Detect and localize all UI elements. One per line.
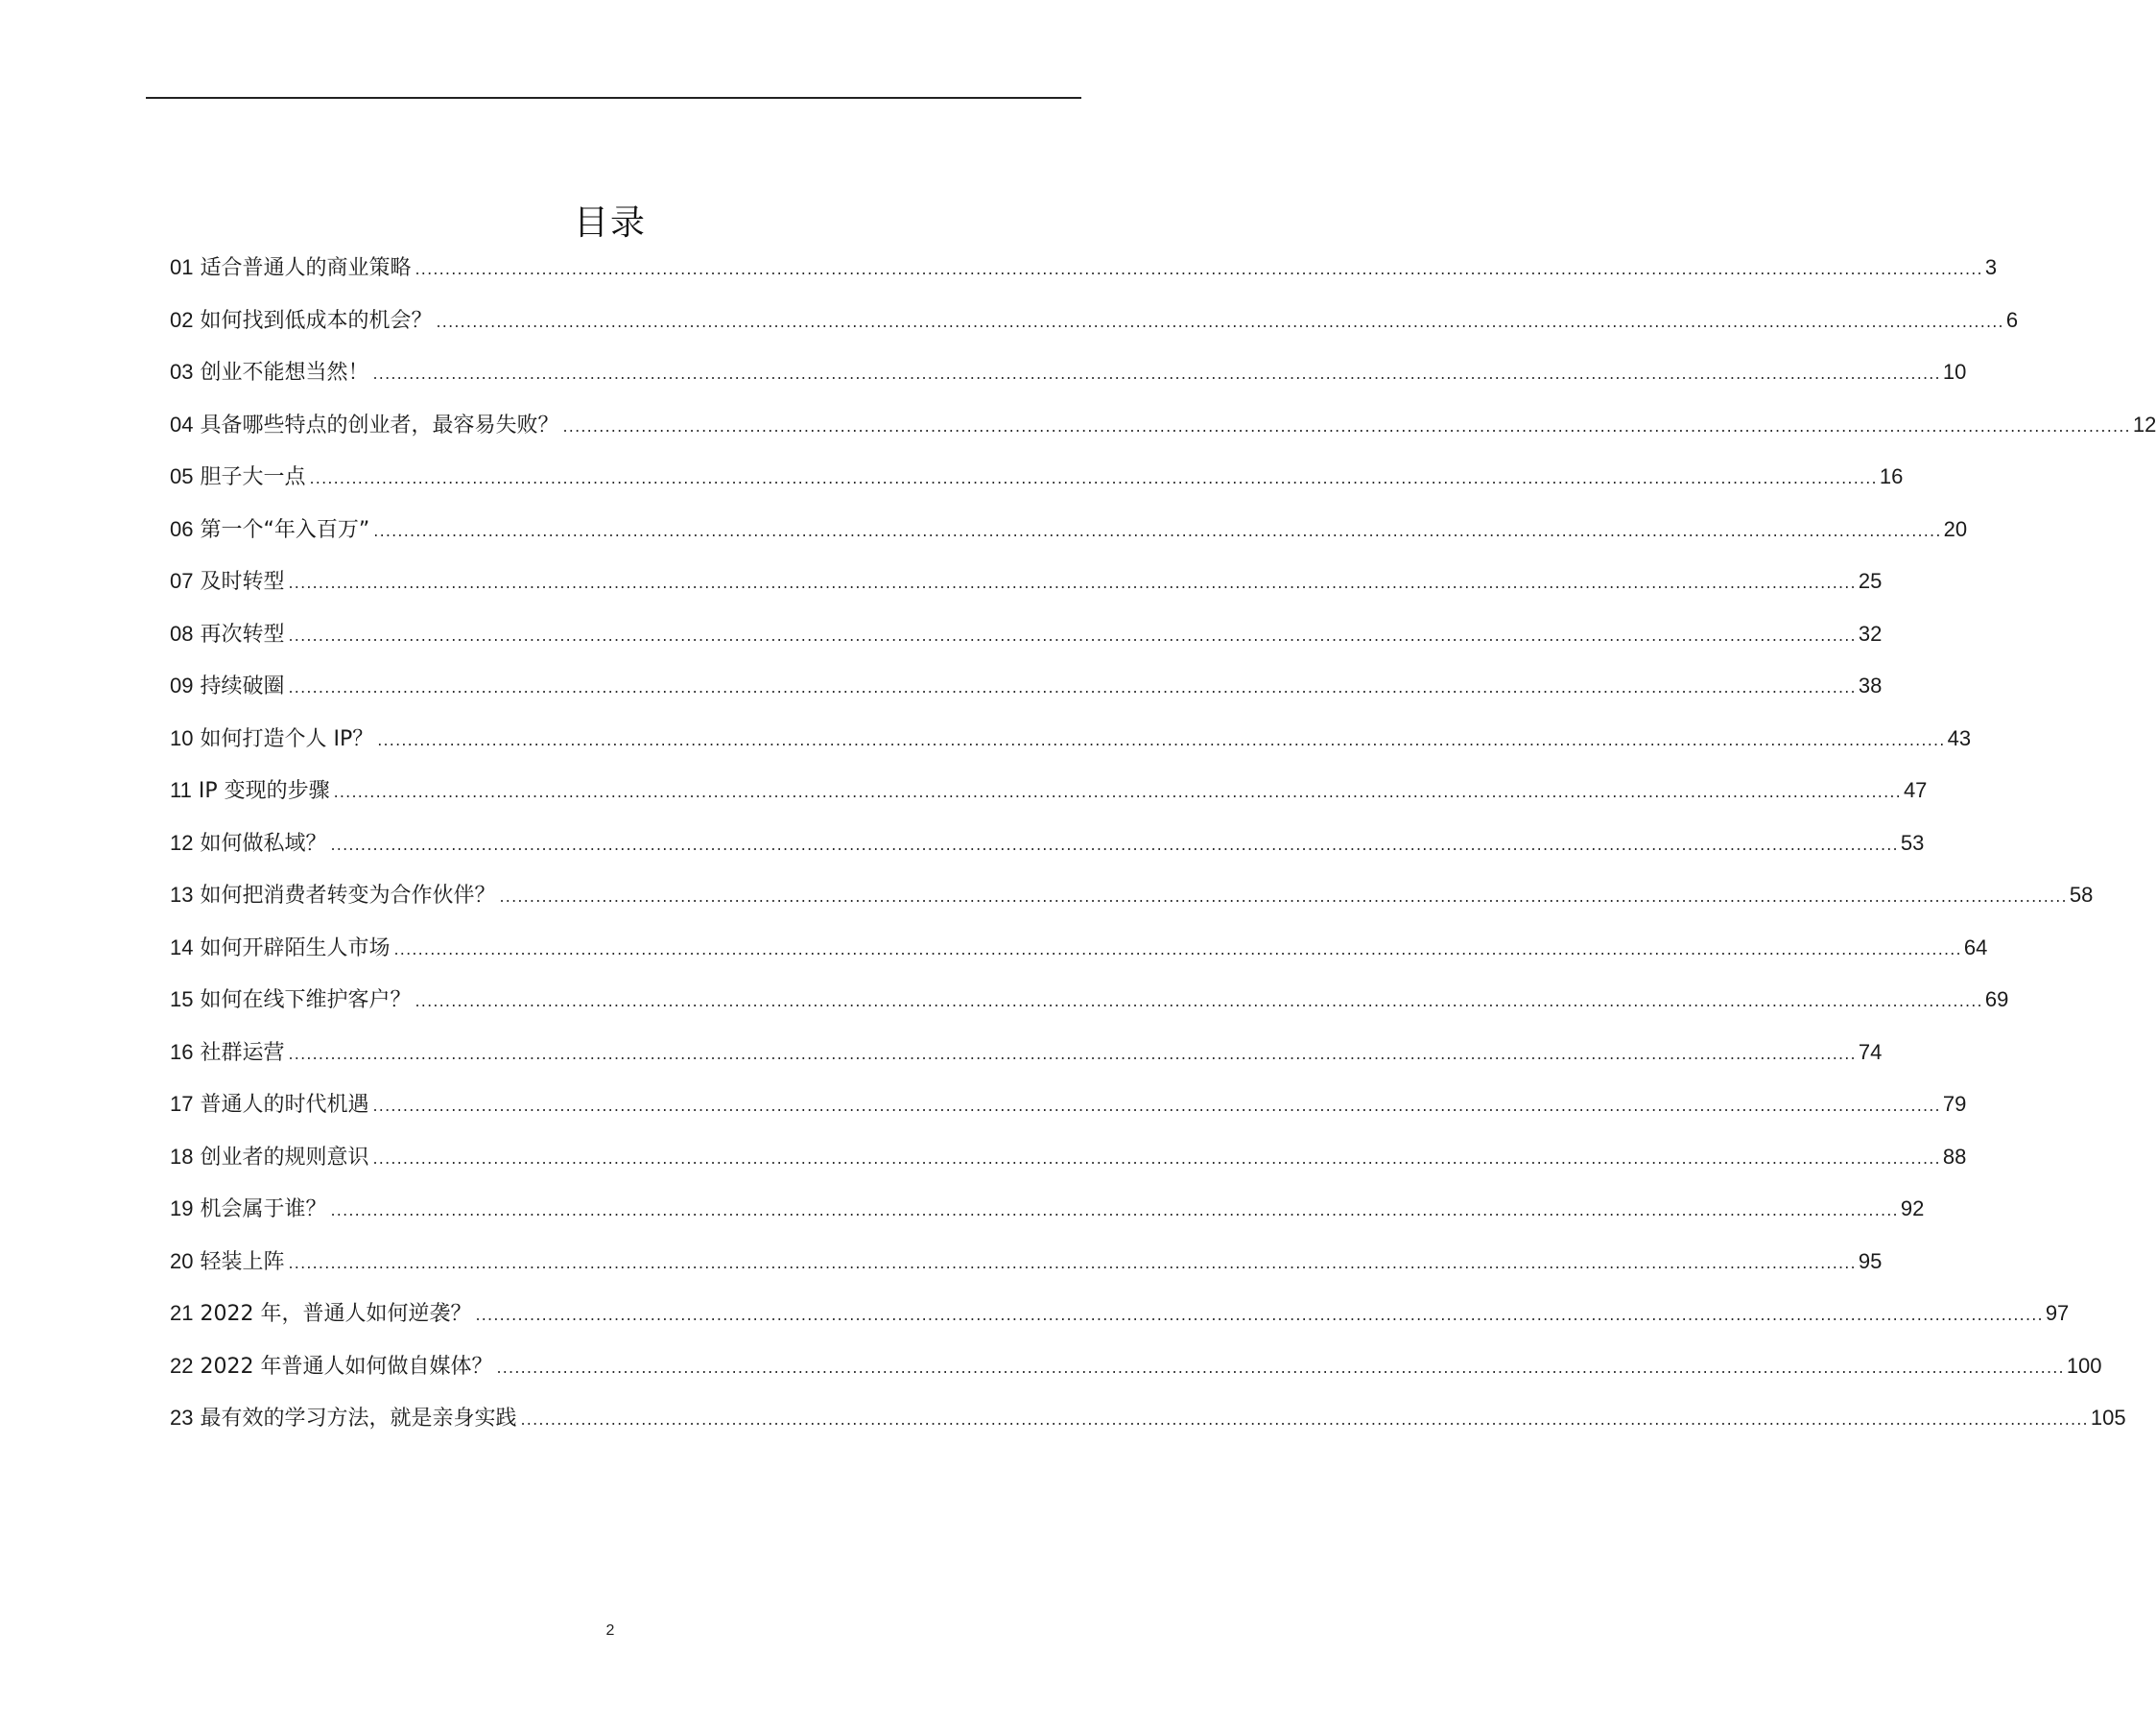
toc-entry-title: 2022 年，普通人如何逆袭？ xyxy=(200,1302,472,1326)
toc-entry[interactable] xyxy=(170,618,1883,671)
toc-dot-leader: .................................................................................................................................................................................................................................................................... xyxy=(330,1201,1899,1219)
toc-entry-page: 16 xyxy=(1879,464,1904,488)
toc-entry-number: 10 xyxy=(170,725,194,750)
toc-entry[interactable] xyxy=(170,722,1972,775)
toc-entry-title: 适合普通人的商业策略 xyxy=(200,256,412,280)
toc-entry-number: 13 xyxy=(170,883,194,907)
toc-entry-number: 09 xyxy=(170,674,194,698)
toc-entry-page: 58 xyxy=(2069,883,2094,907)
toc-entry-number: 14 xyxy=(170,934,194,959)
toc-dot-leader: .................................................................................................................................................................................................................................................................... xyxy=(496,1358,2065,1377)
toc-entry[interactable] xyxy=(170,670,1883,722)
toc-entry-title: 如何在线下维护客户？ xyxy=(200,988,412,1012)
toc-entry[interactable] xyxy=(170,513,1968,566)
toc-entry-number: 02 xyxy=(170,307,194,332)
toc-entry-title: 2022 年普通人如何做自媒体？ xyxy=(200,1354,493,1379)
toc-entry-page: 10 xyxy=(1942,360,1967,384)
toc-entry[interactable] xyxy=(170,1350,2102,1403)
toc-entry-title: 持续破圈 xyxy=(200,674,285,698)
toc-entry[interactable] xyxy=(170,983,2009,1036)
toc-entry[interactable] xyxy=(170,565,1883,618)
toc-entry[interactable] xyxy=(170,461,1904,513)
toc-entry-title: 创业者的规则意识 xyxy=(200,1145,369,1170)
toc-entry-title: 如何把消费者转变为合作伙伴？ xyxy=(200,884,496,908)
toc-entry-page: 88 xyxy=(1942,1144,1967,1169)
toc-entry-number: 03 xyxy=(170,360,194,384)
toc-entry-page: 6 xyxy=(2005,307,2019,332)
toc-dot-leader: .................................................................................................................................................................................................................................................................... xyxy=(288,1253,1857,1272)
toc-entry-title: 如何做私域？ xyxy=(200,831,327,856)
toc-entry[interactable] xyxy=(170,774,1928,827)
header-rule xyxy=(146,97,1081,99)
toc-entry-number: 22 xyxy=(170,1353,194,1378)
toc-entry-number: 05 xyxy=(170,464,194,488)
toc-entry[interactable] xyxy=(170,1402,2126,1455)
toc-entry[interactable] xyxy=(170,827,1925,880)
toc-entry-title: 轻装上阵 xyxy=(200,1249,285,1274)
toc-entry[interactable] xyxy=(170,1036,1883,1089)
toc-dot-leader: .................................................................................................................................................................................................................................................................... xyxy=(520,1410,2089,1429)
toc-entry-page: 25 xyxy=(1858,569,1883,593)
toc-entry[interactable] xyxy=(170,1088,1967,1141)
toc-entry[interactable] xyxy=(170,1297,2070,1350)
toc-entry-page: 47 xyxy=(1903,778,1928,802)
toc-entry-number: 06 xyxy=(170,516,194,541)
toc-dot-leader: .................................................................................................................................................................................................................................................................... xyxy=(415,992,1983,1010)
toc-entry-title: 创业不能想当然！ xyxy=(200,361,369,385)
toc-entry-number: 07 xyxy=(170,569,194,593)
toc-entry-title: IP 变现的步骤 xyxy=(198,779,330,803)
toc-dot-leader: .................................................................................................................................................................................................................................................................... xyxy=(393,939,1962,958)
toc-entry-number: 18 xyxy=(170,1144,194,1169)
toc-entry-title: 第一个“年入百万” xyxy=(200,517,370,542)
toc-entry[interactable] xyxy=(170,879,2094,932)
toc-entry-page: 64 xyxy=(1963,934,1988,959)
toc-entry[interactable] xyxy=(170,409,2156,461)
toc-entry[interactable] xyxy=(170,1141,1967,1194)
toc-entry[interactable] xyxy=(170,1193,1925,1245)
toc-entry-page: 95 xyxy=(1858,1248,1883,1273)
toc-entry-page: 97 xyxy=(2045,1301,2070,1325)
toc-entry-number: 19 xyxy=(170,1196,194,1220)
toc-entry-number: 23 xyxy=(170,1406,194,1430)
toc-entry-number: 04 xyxy=(170,412,194,437)
toc-dot-leader: .................................................................................................................................................................................................................................................................... xyxy=(377,730,1946,749)
toc-entry-page: 38 xyxy=(1858,674,1883,698)
toc-entry-number: 21 xyxy=(170,1301,194,1325)
toc-entry-page: 43 xyxy=(1947,725,1972,750)
toc-entry-page: 69 xyxy=(1984,987,2009,1011)
toc-entry-number: 16 xyxy=(170,1039,194,1064)
toc-dot-leader: .................................................................................................................................................................................................................................................................... xyxy=(372,1148,1941,1168)
toc-dot-leader: .................................................................................................................................................................................................................................................................... xyxy=(372,1097,1941,1115)
toc-entry-title: 胆子大一点 xyxy=(200,465,306,489)
toc-entry-page: 20 xyxy=(1943,516,1968,541)
toc-entry-title: 及时转型 xyxy=(200,570,285,594)
toc-entry-number: 20 xyxy=(170,1248,194,1273)
toc-dot-leader: .................................................................................................................................................................................................................................................................... xyxy=(288,574,1857,592)
toc-entry-page: 53 xyxy=(1900,830,1925,855)
toc-entry-title: 社群运营 xyxy=(200,1040,285,1065)
toc-entry-number: 12 xyxy=(170,830,194,855)
toc-entry-title: 如何开辟陌生人市场 xyxy=(200,935,391,960)
toc-entry-number: 15 xyxy=(170,987,194,1011)
toc-entry-number: 01 xyxy=(170,255,194,279)
toc-entry-title: 普通人的时代机遇 xyxy=(200,1093,369,1117)
toc-dot-leader: .................................................................................................................................................................................................................................................................... xyxy=(333,783,1902,801)
page-number: 2 xyxy=(605,1622,615,1639)
toc-entry-title: 如何打造个人 IP？ xyxy=(200,726,374,751)
toc-entry[interactable] xyxy=(170,1245,1883,1298)
toc-entry-page: 105 xyxy=(2090,1406,2126,1430)
toc-entry-page: 12 xyxy=(2132,412,2156,437)
toc-entry-title: 如何找到低成本的机会？ xyxy=(200,308,433,333)
toc-dot-leader: .................................................................................................................................................................................................................................................................... xyxy=(415,260,1983,278)
toc-entry-number: 11 xyxy=(170,778,192,802)
toc-dot-leader: .................................................................................................................................................................................................................................................................... xyxy=(288,678,1857,697)
toc-dot-leader: .................................................................................................................................................................................................................................................................... xyxy=(288,626,1857,645)
toc-entry[interactable] xyxy=(170,356,1967,409)
toc-entry-page: 74 xyxy=(1858,1039,1883,1064)
toc-entry-title: 最有效的学习方法，就是亲身实践 xyxy=(200,1407,517,1431)
toc-entry-number: 08 xyxy=(170,621,194,646)
toc-dot-leader: .................................................................................................................................................................................................................................................................... xyxy=(309,469,1878,487)
toc-entry-page: 92 xyxy=(1900,1196,1925,1220)
toc-dot-leader: .................................................................................................................................................................................................................................................................... xyxy=(373,521,1942,540)
toc-dot-leader: .................................................................................................................................................................................................................................................................... xyxy=(562,416,2131,436)
toc-entry-title: 机会属于谁？ xyxy=(200,1197,327,1221)
toc-entry[interactable] xyxy=(170,251,1998,304)
toc-dot-leader: .................................................................................................................................................................................................................................................................... xyxy=(288,1044,1857,1063)
toc-entry-title: 具备哪些特点的创业者，最容易失败？ xyxy=(200,413,559,438)
toc-list xyxy=(170,251,2156,1455)
toc-entry[interactable] xyxy=(170,932,1988,984)
toc-entry-page: 79 xyxy=(1942,1092,1967,1116)
toc-entry-page: 32 xyxy=(1858,621,1883,646)
toc-dot-leader: .................................................................................................................................................................................................................................................................... xyxy=(330,835,1899,854)
toc-entry[interactable] xyxy=(170,304,2019,357)
toc-dot-leader: .................................................................................................................................................................................................................................................................... xyxy=(372,365,1941,383)
toc-entry-title: 再次转型 xyxy=(200,622,285,647)
toc-entry-page: 100 xyxy=(2066,1353,2102,1378)
toc-entry-number: 17 xyxy=(170,1092,194,1116)
toc-dot-leader: .................................................................................................................................................................................................................................................................... xyxy=(475,1306,2044,1324)
toc-dot-leader: .................................................................................................................................................................................................................................................................... xyxy=(499,887,2068,906)
toc-title: 目录 xyxy=(573,203,647,243)
toc-entry-page: 3 xyxy=(1984,255,1998,279)
toc-dot-leader: .................................................................................................................................................................................................................................................................... xyxy=(436,312,2004,331)
